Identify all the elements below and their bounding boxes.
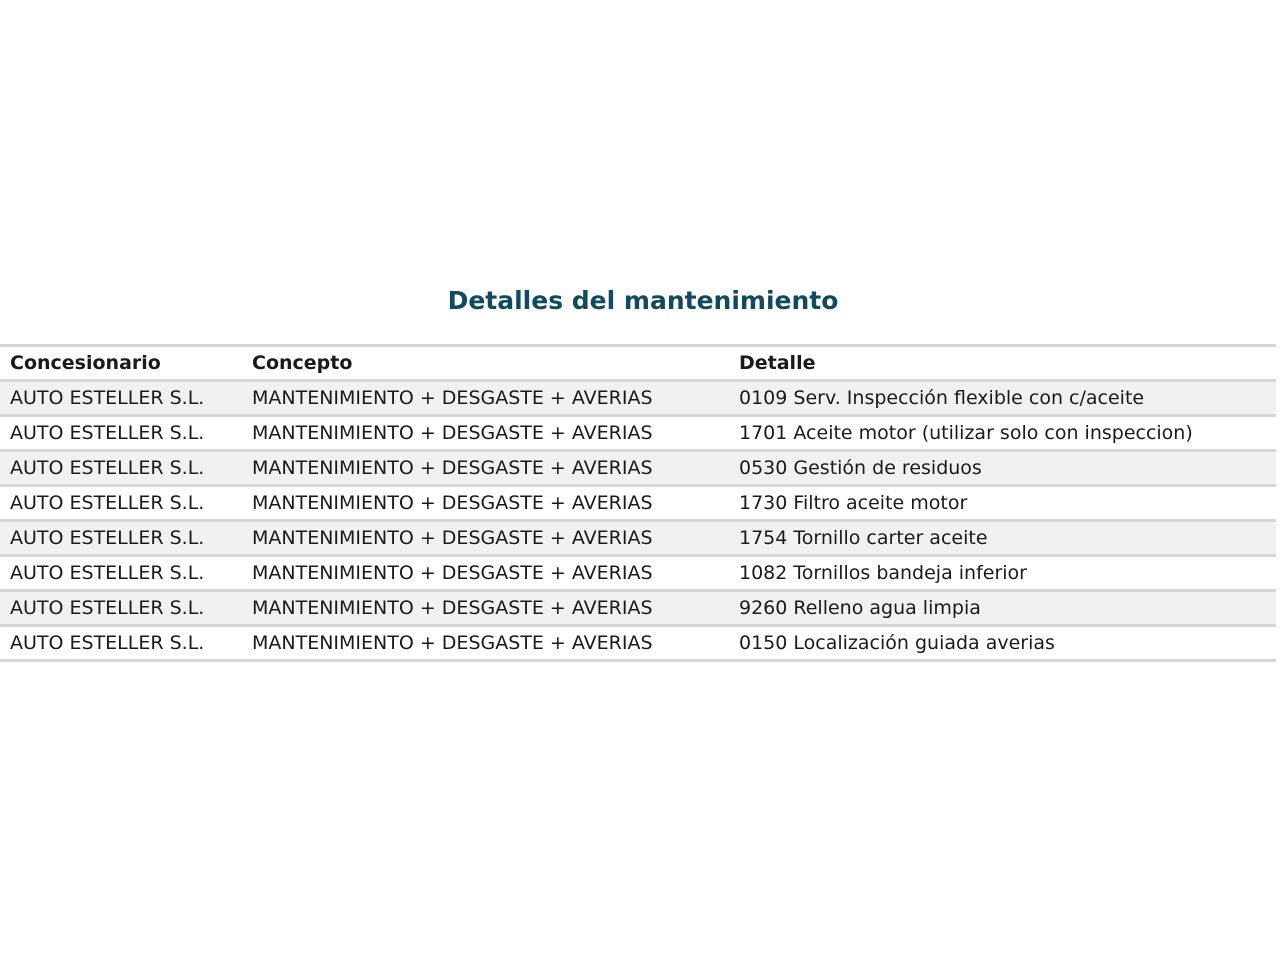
table-row <box>0 557 1276 592</box>
table-row <box>0 382 1276 417</box>
cell-detalle: 0109 Serv. Inspección flexible con c/aceite <box>739 387 1145 409</box>
cell-concesionario: AUTO ESTELLER S.L. <box>10 632 205 654</box>
cell-concesionario: AUTO ESTELLER S.L. <box>10 457 205 479</box>
cell-concepto: MANTENIMIENTO + DESGASTE + AVERIAS <box>252 597 653 619</box>
cell-concepto: MANTENIMIENTO + DESGASTE + AVERIAS <box>252 422 653 444</box>
cell-detalle: 1701 Aceite motor (utilizar solo con inspeccion) <box>739 422 1193 444</box>
header-detalle: Detalle <box>739 352 816 374</box>
cell-detalle: 1754 Tornillo carter aceite <box>739 527 988 549</box>
cell-concepto: MANTENIMIENTO + DESGASTE + AVERIAS <box>252 562 653 584</box>
cell-concesionario: AUTO ESTELLER S.L. <box>10 492 205 514</box>
table-row <box>0 627 1276 662</box>
cell-concesionario: AUTO ESTELLER S.L. <box>10 597 205 619</box>
page-title: Detalles del mantenimiento <box>447 286 839 315</box>
table-header-row <box>0 347 1276 382</box>
header-concepto: Concepto <box>252 352 353 374</box>
cell-detalle: 9260 Relleno agua limpia <box>739 597 981 619</box>
cell-concesionario: AUTO ESTELLER S.L. <box>10 527 205 549</box>
table-row <box>0 522 1276 557</box>
header-concesionario: Concesionario <box>10 352 161 374</box>
cell-detalle: 1082 Tornillos bandeja inferior <box>739 562 1027 584</box>
cell-concesionario: AUTO ESTELLER S.L. <box>10 562 205 584</box>
cell-detalle: 0150 Localización guiada averias <box>739 632 1055 654</box>
cell-detalle: 0530 Gestión de residuos <box>739 457 982 479</box>
cell-concepto: MANTENIMIENTO + DESGASTE + AVERIAS <box>252 527 653 549</box>
maintenance-table <box>0 344 1276 662</box>
cell-detalle: 1730 Filtro aceite motor <box>739 492 968 514</box>
table-row <box>0 417 1276 452</box>
cell-concesionario: AUTO ESTELLER S.L. <box>10 422 205 444</box>
table-row <box>0 452 1276 487</box>
table-row <box>0 592 1276 627</box>
cell-concepto: MANTENIMIENTO + DESGASTE + AVERIAS <box>252 387 653 409</box>
cell-concepto: MANTENIMIENTO + DESGASTE + AVERIAS <box>252 457 653 479</box>
cell-concesionario: AUTO ESTELLER S.L. <box>10 387 205 409</box>
cell-concepto: MANTENIMIENTO + DESGASTE + AVERIAS <box>252 632 653 654</box>
table-row <box>0 487 1276 522</box>
cell-concepto: MANTENIMIENTO + DESGASTE + AVERIAS <box>252 492 653 514</box>
